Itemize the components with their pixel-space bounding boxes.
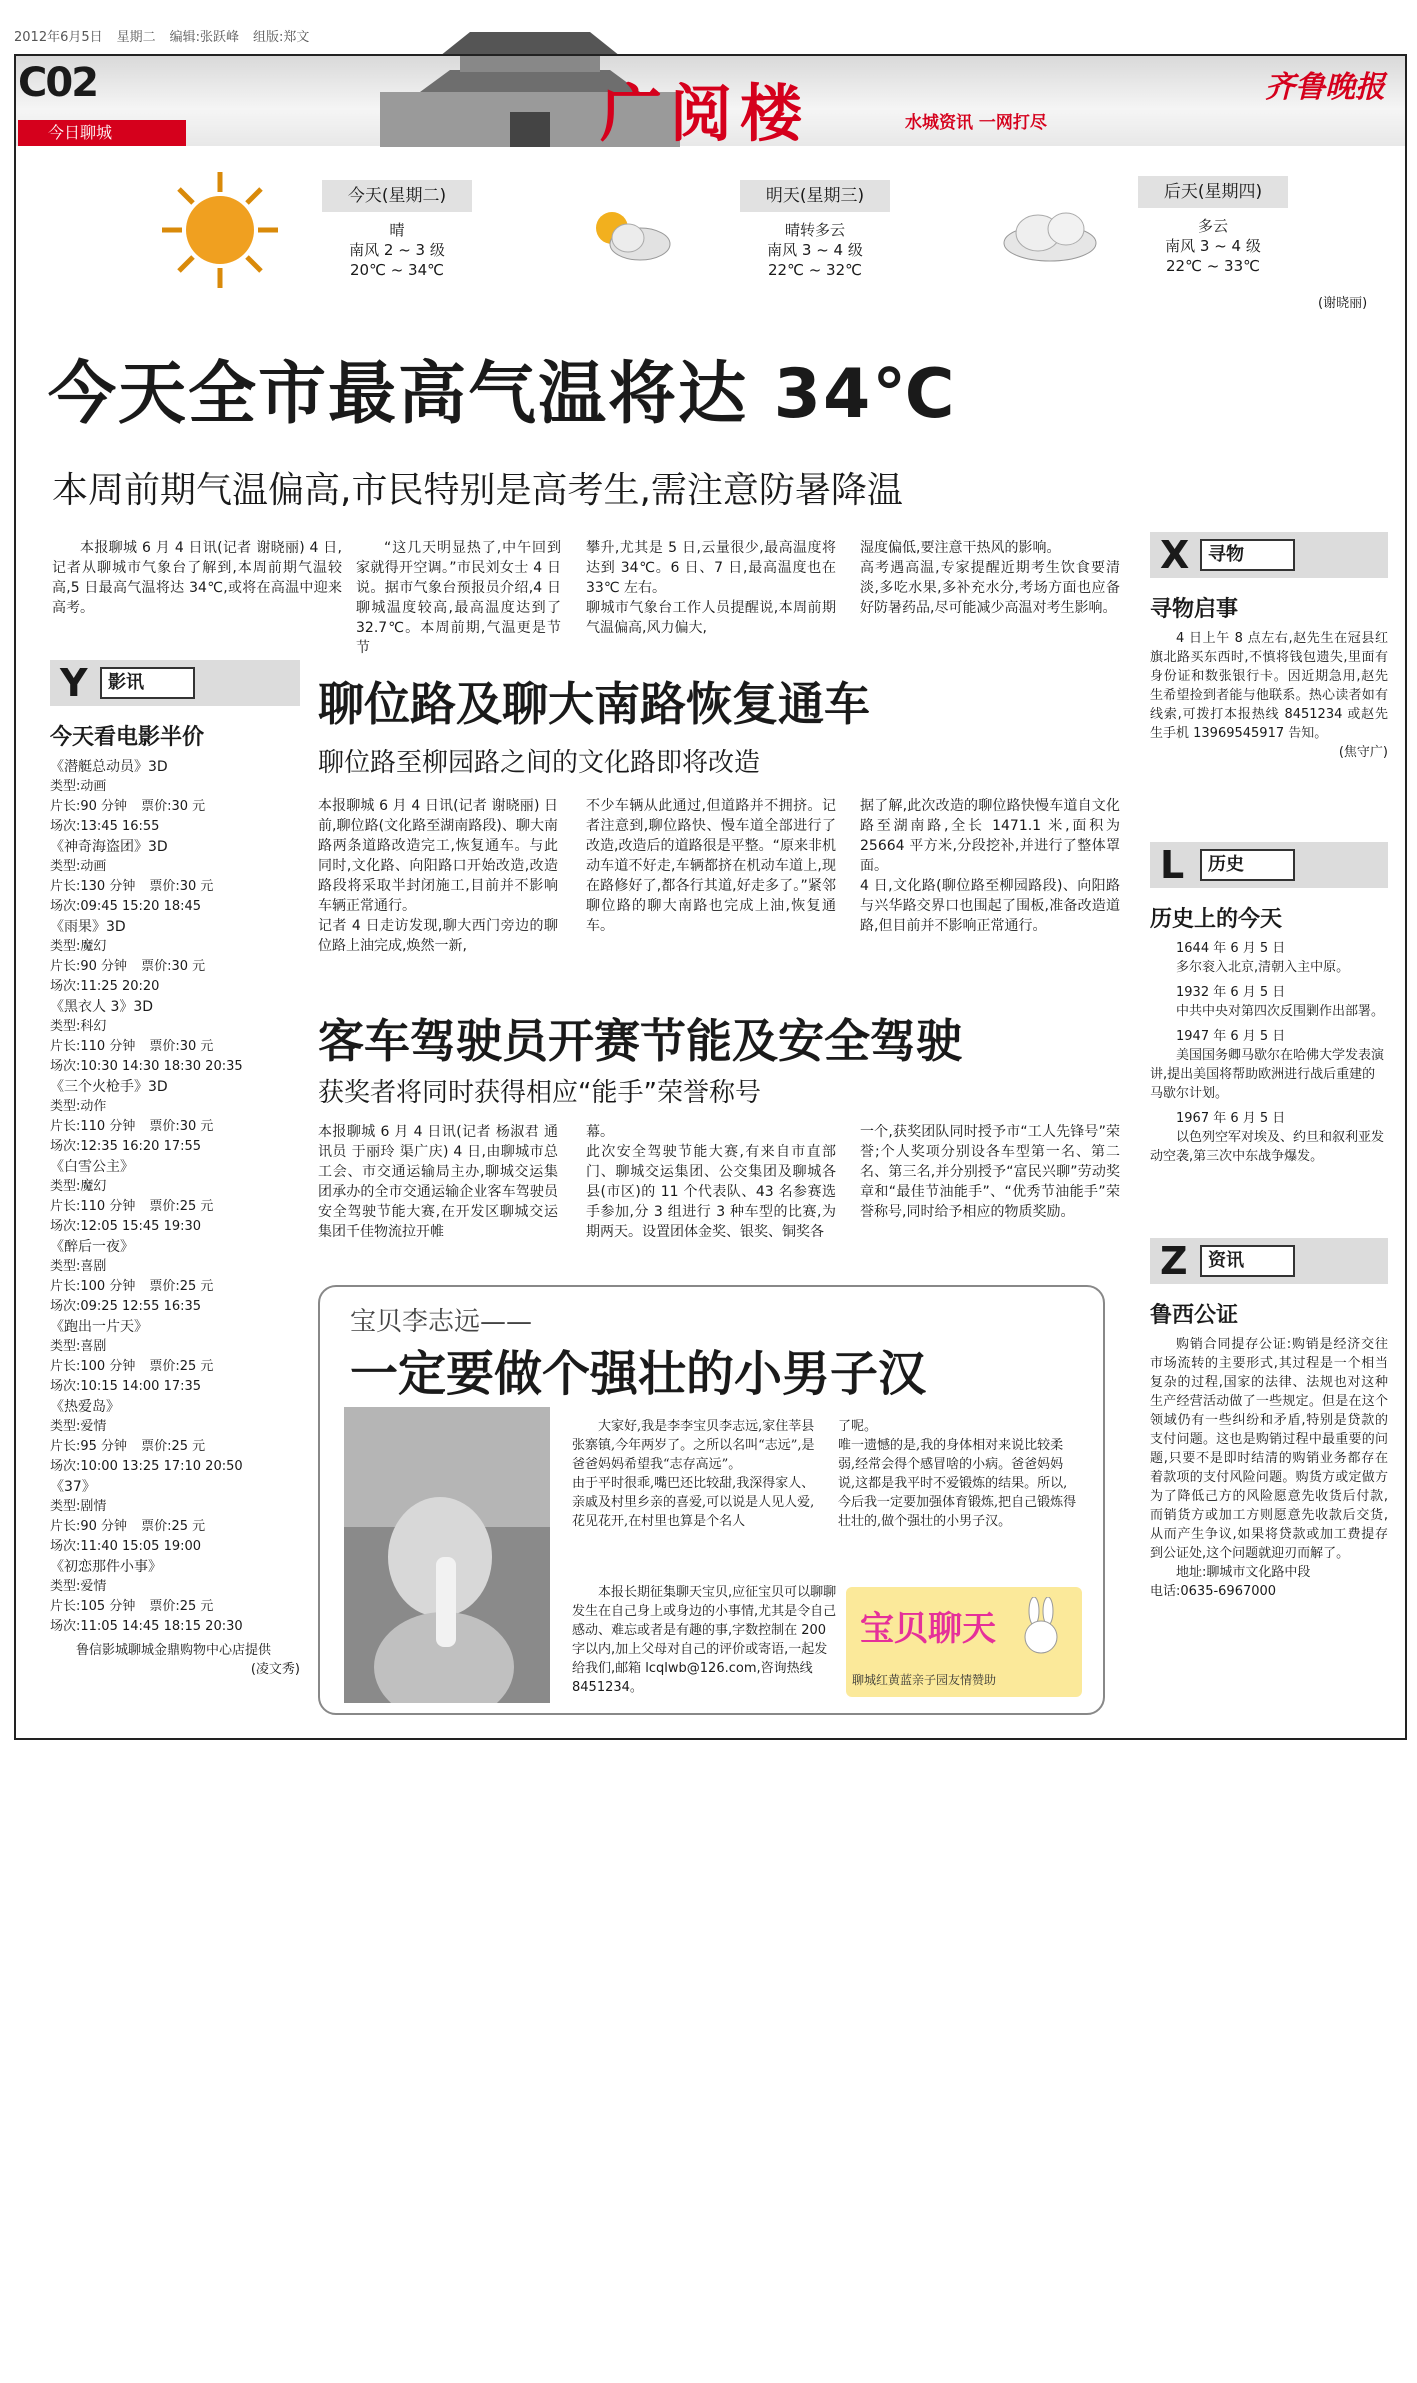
movie-price: 票价:30 元 — [149, 879, 214, 894]
weather-day-2 — [740, 180, 890, 280]
road-title: 聊位路及聊大南路恢复通车 — [318, 677, 870, 731]
history-list — [1150, 939, 1388, 1166]
weather-day-label: 后天(星期四) — [1138, 176, 1288, 208]
movie-name: 《白雪公主》 — [50, 1159, 134, 1175]
layout-text: 组版:郑文 — [253, 30, 310, 45]
weather-day-label: 明天(星期三) — [740, 180, 890, 212]
weekday-text: 星期二 — [116, 30, 156, 45]
section-label: 资讯 — [1200, 1245, 1295, 1277]
info-text: 购销合同提存公证:购销是经济交往市场流转的主要形式,其过程是一个相当复杂的过程,国家的法律、法规也对这种生产经营活动做了一些规定。但是在这个领域仍有一些纠纷和矛盾,特别是贷款的支付问题。这也是购销过程中最重要的问题,只要不是即时结清的购销业务都存在着款项的支付风险问题。购货方或定做方为了降低己方的风险愿意先收货后付款,而销货方或加工方则愿意先收款后交货,从而产生争议,如果将贷款或加工费提存到公证处,这个问题就迎刃而解了。 — [1150, 1337, 1388, 1561]
history-date: 1932 年 6 月 5 日 — [1176, 985, 1286, 1000]
movie-list — [50, 757, 300, 1637]
paper-logo: 齐鲁晚报 — [1265, 70, 1385, 105]
movie-item — [50, 997, 300, 1077]
movie-name: 《雨果》3D — [50, 919, 126, 935]
movie-len-price-row — [50, 1437, 300, 1457]
section-label: 历史 — [1200, 849, 1295, 881]
sun-icon — [160, 170, 280, 290]
movie-name: 《热爱岛》 — [50, 1399, 120, 1415]
lost-section-header — [1150, 532, 1388, 578]
baby-col-1: 大家好,我是李李宝贝李志远,家住莘县张寨镇,今年两岁了。之所以名叫“志远”,是爸爸妈妈希望我“志存高远”。 由于平时很乖,嘴巴还比较甜,我深得家人、亲戚及村里乡亲的喜爱,可以说是人见人爱,花见花开,在村里也算是个名人 — [572, 1419, 815, 1529]
movies-title: 今天看电影半价 — [50, 725, 205, 750]
movie-len-price-row — [50, 1117, 300, 1137]
movie-type: 类型:魔幻 — [50, 1179, 107, 1194]
movie-len-price-row — [50, 1197, 300, 1217]
movie-item — [50, 837, 300, 917]
movie-type: 类型:科幻 — [50, 1019, 107, 1034]
weather-temp: 20℃ ~ 34℃ — [350, 261, 444, 279]
movie-name: 《黑衣人 3》3D — [50, 999, 154, 1015]
movie-item — [50, 1157, 300, 1237]
movie-name: 《神奇海盗团》3D — [50, 839, 168, 855]
baby-box — [318, 1285, 1105, 1715]
movie-type: 类型:动作 — [50, 1099, 107, 1114]
weather-condition: 晴 — [389, 221, 405, 239]
movie-type: 类型:喜剧 — [50, 1339, 107, 1354]
section-letter: Y — [60, 661, 88, 705]
baby-logo: 宝贝聊天 — [860, 1609, 996, 1649]
movie-price: 票价:25 元 — [149, 1199, 214, 1214]
movie-price: 票价:30 元 — [149, 1119, 214, 1134]
lost-title: 寻物启事 — [1150, 597, 1239, 622]
movie-item — [50, 917, 300, 997]
baby-logo-box — [846, 1587, 1082, 1697]
movie-item — [50, 1557, 300, 1637]
movie-len: 片长:90 分钟 — [50, 959, 128, 974]
info-title: 鲁西公证 — [1150, 1303, 1239, 1328]
movie-times: 场次:11:40 15:05 19:00 — [50, 1539, 202, 1554]
movie-type: 类型:动画 — [50, 859, 107, 874]
history-text: 美国国务卿马歇尔在哈佛大学发表演讲,提出美国将帮助欧洲进行战后重建的马歇尔计划。 — [1150, 1048, 1385, 1101]
weather-credit: (谢晓丽) — [1318, 296, 1368, 311]
section-letter: Z — [1160, 1239, 1188, 1283]
page-number: C02 — [18, 60, 98, 106]
movie-times: 场次:13:45 16:55 — [50, 819, 160, 834]
movie-len: 片长:100 分钟 — [50, 1359, 136, 1374]
baby-kicker: 宝贝李志远—— — [350, 1307, 533, 1337]
movie-name: 《潜艇总动员》3D — [50, 759, 168, 775]
weather-wind: 南风 2 ~ 3 级 — [349, 241, 445, 259]
movie-len-price-row — [50, 1597, 300, 1617]
movie-len: 片长:90 分钟 — [50, 799, 128, 814]
movie-times: 场次:10:15 14:00 17:35 — [50, 1379, 202, 1394]
movie-len: 片长:110 分钟 — [50, 1119, 136, 1134]
weather-wind: 南风 3 ~ 4 级 — [1165, 237, 1261, 255]
history-date: 1967 年 6 月 5 日 — [1176, 1111, 1286, 1126]
weather-condition: 多云 — [1197, 217, 1228, 235]
road-col-1: 本报聊城 6 月 4 日讯(记者 谢晓丽) 日前,聊位路(文化路至湖南路段)、聊大南路两条道路改造完工,恢复通车。与此同时,文化路、向阳路口开始改造,改造路段将采取半封闭施工,目前并不影响车辆正常通行。 记者 4 日走访发现,聊大西门旁边的聊位路上油完成,焕然一新, — [318, 798, 558, 954]
movie-type: 类型:动画 — [50, 779, 107, 794]
movie-price: 票价:25 元 — [149, 1279, 214, 1294]
info-section-header — [1150, 1238, 1388, 1284]
weather-condition: 晴转多云 — [784, 221, 845, 239]
date-text: 2012年6月5日 — [14, 30, 103, 45]
headline-col-1: 本报聊城 6 月 4 日讯(记者 谢晓丽) 4 日,记者从聊城市气象台了解到,本周前期气温较高,5 日最高气温将达 34℃,或将在高温中迎来高考。 — [52, 540, 342, 616]
baby-sponsor: 聊城红黄蓝亲子园友情赞助 — [852, 1673, 997, 1687]
movie-price: 票价:25 元 — [141, 1439, 206, 1454]
movie-price: 票价:30 元 — [149, 1039, 214, 1054]
movie-len-price-row — [50, 1277, 300, 1297]
section-title: 广阅楼 — [600, 77, 811, 150]
section-tag: 今日聊城 — [18, 120, 186, 146]
bus-subtitle: 获奖者将同时获得相应“能手”荣誉称号 — [318, 1078, 761, 1108]
lost-text: 4 日上午 8 点左右,赵先生在冠县红旗北路买东西时,不慎将钱包遗失,里面有身份证和数张银行卡。因近期急用,赵先生希望捡到者能与他联系。热心读者如有线索,可拨打本报热线 8451234 或赵先生手机 13969545917 告知。 — [1150, 631, 1388, 741]
headline-col-2: “这几天明显热了,中午回到家就得开空调。”市民刘女士 4 日说。据市气象台预报员介绍,4 日聊城温度较高,最高温度达到了 32.7℃。本周前期,气温更是节节 — [356, 540, 561, 656]
movie-name: 《跑出一片天》 — [50, 1319, 148, 1335]
weather-temp: 22℃ ~ 32℃ — [768, 261, 862, 279]
rabbit-icon — [1016, 1597, 1066, 1657]
movie-len: 片长:90 分钟 — [50, 1519, 128, 1534]
movie-price: 票价:25 元 — [141, 1519, 206, 1534]
movie-price: 票价:30 元 — [141, 799, 206, 814]
movie-len: 片长:105 分钟 — [50, 1599, 136, 1614]
movie-len: 片长:100 分钟 — [50, 1279, 136, 1294]
movie-type: 类型:爱情 — [50, 1579, 107, 1594]
section-label: 寻物 — [1200, 539, 1295, 571]
movie-times: 场次:09:45 15:20 18:45 — [50, 899, 202, 914]
weather-day-label: 今天(星期二) — [322, 180, 472, 212]
section-label: 影讯 — [100, 667, 195, 699]
info-address: 地址:聊城市文化路中段 — [1176, 1565, 1311, 1580]
lost-credit: (焦守广) — [1338, 745, 1388, 760]
info-phone: 电话:0635-6967000 — [1150, 1584, 1277, 1599]
sunny-cloudy-icon — [582, 200, 678, 266]
movie-name: 《初恋那件小事》 — [50, 1559, 162, 1575]
history-section — [1150, 842, 1388, 1172]
movie-price: 票价:25 元 — [149, 1359, 214, 1374]
history-text: 中共中央对第四次反围剿作出部署。 — [1176, 1004, 1385, 1019]
baby-col-2: 了呢。 唯一遗憾的是,我的身体相对来说比较柔弱,经常会得个感冒啥的小病。爸爸妈妈说,这都是我平时不爱锻炼的结果。所以,今后我一定要加强体育锻炼,把自己锻炼得壮壮的,做个强壮的小男子汉。 — [838, 1419, 1077, 1529]
movies-credit: (凌文秀) — [250, 1662, 300, 1677]
movie-times: 场次:10:00 13:25 17:10 20:50 — [50, 1459, 243, 1474]
movie-name: 《醉后一夜》 — [50, 1239, 134, 1255]
headline-title: 今天全市最高气温将达 34℃ — [48, 355, 957, 434]
movie-len: 片长:130 分钟 — [50, 879, 136, 894]
movie-item — [50, 1317, 300, 1397]
movie-item — [50, 1397, 300, 1477]
movies-section — [50, 660, 300, 1679]
movie-times: 场次:12:05 15:45 19:30 — [50, 1219, 202, 1234]
movie-item — [50, 757, 300, 837]
movie-type: 类型:喜剧 — [50, 1259, 107, 1274]
headline-col-4: 湿度偏低,要注意干热风的影响。 高考遇高温,专家提醒近期考生饮食要清淡,多吃水果,多补充水分,考场方面也应备好防暑药品,尽可能减少高温对考生影响。 — [860, 540, 1120, 616]
editor-text: 编辑:张跃峰 — [169, 30, 240, 45]
bus-col-2: 幕。 此次安全驾驶节能大赛,有来自市直部门、聊城交运集团、公交集团及聊城各县(市区)的 11 个代表队、43 名参赛选手参加,分 3 组进行 3 种车型的比赛,为期两天。设置团体金奖、银奖、铜奖各 — [586, 1124, 836, 1240]
info-section — [1150, 1238, 1388, 1601]
baby-photo — [344, 1407, 550, 1703]
movie-name: 《37》 — [50, 1479, 96, 1495]
weather-day-1 — [322, 180, 472, 280]
weather-temp: 22℃ ~ 33℃ — [1166, 257, 1260, 275]
section-letter: X — [1160, 533, 1190, 577]
movie-len-price-row — [50, 1517, 300, 1537]
headline-subtitle: 本周前期气温偏高,市民特别是高考生,需注意防暑降温 — [52, 470, 903, 511]
movie-len: 片长:110 分钟 — [50, 1039, 136, 1054]
baby-notice: 本报长期征集聊天宝贝,应征宝贝可以聊聊发生在自己身上或身边的小事情,尤其是令自己感动、难忘或者是有趣的事,字数控制在 200 字以内,加上父母对自己的评价或寄语,一起发给我们,邮箱 lcqlwb@126.com,咨询热线 8451234。 — [572, 1585, 837, 1695]
movie-item — [50, 1077, 300, 1157]
history-section-header — [1150, 842, 1388, 888]
history-date: 1644 年 6 月 5 日 — [1176, 941, 1286, 956]
movie-len: 片长:95 分钟 — [50, 1439, 128, 1454]
bus-col-3: 一个,获奖团队同时授予市“工人先锋号”荣誉;个人奖项分别设各车型第一名、第二名、第三名,并分别授予“富民兴聊”劳动奖章和“最佳节油能手”、“优秀节油能手”荣誉称号,同时给予相应的物质奖励。 — [860, 1124, 1120, 1220]
movie-len: 片长:110 分钟 — [50, 1199, 136, 1214]
slogan: 水城资讯 一网打尽 — [905, 113, 1047, 133]
movie-item — [50, 1237, 300, 1317]
movie-type: 类型:剧情 — [50, 1499, 107, 1514]
road-col-3: 据了解,此次改造的聊位路快慢车道自文化路至湖南路,全长 1471.1 米,面积为 25664 平方米,分段挖补,并进行了整体罩面。 4 日,文化路(聊位路至柳园路段)、向阳路与兴华路交界口也围起了围板,准备改造道路,但目前并不影响正常通行。 — [860, 798, 1120, 934]
baby-title: 一定要做个强壮的小男子汉 — [350, 1346, 927, 1402]
section-letter: L — [1160, 843, 1185, 887]
lost-section — [1150, 532, 1388, 762]
history-text: 以色列空军对埃及、约旦和叙利亚发动空袭,第三次中东战争爆发。 — [1150, 1130, 1385, 1164]
movie-len-price-row — [50, 1357, 300, 1377]
history-text: 多尔衮入北京,清朝入主中原。 — [1176, 960, 1350, 975]
cloudy-icon — [990, 205, 1100, 265]
movie-len-price-row — [50, 797, 300, 817]
movies-provider: 鲁信影城聊城金鼎购物中心店提供 — [76, 1643, 272, 1658]
road-subtitle: 聊位路至柳园路之间的文化路即将改造 — [318, 748, 761, 778]
weather-day-3 — [1138, 176, 1288, 276]
road-col-2: 不少车辆从此通过,但道路并不拥挤。记者注意到,聊位路快、慢车道全部进行了改造,改造后的道路很是平整。“原来非机动车道不好走,车辆都挤在机动车道上,现在路修好了,都各行其道,好走多了。”紧邻聊位路的聊大南路也完成上油,恢复通车。 — [586, 798, 836, 934]
dateline — [14, 28, 309, 47]
movie-times: 场次:12:35 16:20 17:55 — [50, 1139, 202, 1154]
history-date: 1947 年 6 月 5 日 — [1176, 1029, 1286, 1044]
movie-price: 票价:25 元 — [149, 1599, 214, 1614]
movie-name: 《三个火枪手》3D — [50, 1079, 168, 1095]
headline-col-3: 攀升,尤其是 5 日,云量很少,最高温度将达到 34℃。6 日、7 日,最高温度也在 33℃ 左右。 聊城市气象台工作人员提醒说,本周前期气温偏高,风力偏大, — [586, 540, 836, 636]
movie-len-price-row — [50, 877, 300, 897]
movie-times: 场次:11:05 14:45 18:15 20:30 — [50, 1619, 243, 1634]
weather-wind: 南风 3 ~ 4 级 — [767, 241, 863, 259]
movie-len-price-row — [50, 957, 300, 977]
movie-times: 场次:10:30 14:30 18:30 20:35 — [50, 1059, 243, 1074]
movies-section-header — [50, 660, 300, 706]
movie-len-price-row — [50, 1037, 300, 1057]
bus-col-1: 本报聊城 6 月 4 日讯(记者 杨淑君 通讯员 于丽玲 渠广庆) 4 日,由聊城市总工会、市交通运输局主办,聊城交运集团承办的全市交通运输企业客车驾驶员安全驾驶节能大赛,在开发区聊城交运集团千佳物流拉开帷 — [318, 1124, 558, 1240]
movie-times: 场次:09:25 12:55 16:35 — [50, 1299, 202, 1314]
movie-times: 场次:11:25 20:20 — [50, 979, 160, 994]
movie-type: 类型:魔幻 — [50, 939, 107, 954]
movie-item — [50, 1477, 300, 1557]
bus-title: 客车驾驶员开赛节能及安全驾驶 — [318, 1014, 962, 1068]
movie-type: 类型:爱情 — [50, 1419, 107, 1434]
history-title: 历史上的今天 — [1150, 907, 1283, 932]
movie-price: 票价:30 元 — [141, 959, 206, 974]
